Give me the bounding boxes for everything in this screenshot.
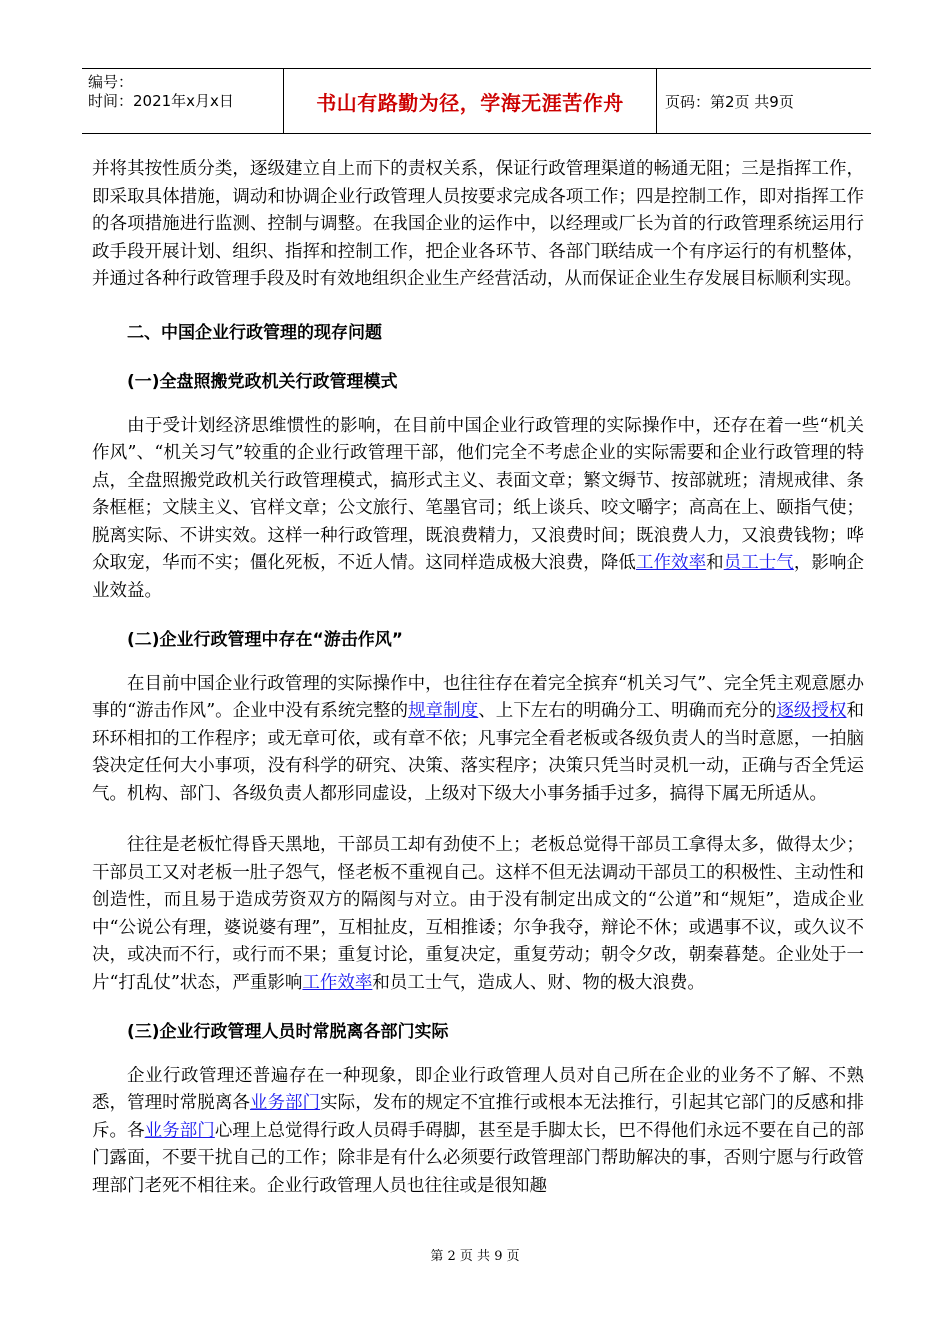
header-page-info: 页码：第2页 共9页 (665, 92, 794, 111)
subsection-heading: (一)全盘照搬党政机关行政管理模式 (127, 372, 398, 392)
subsection-heading: (二)企业行政管理中存在“游击作风” (127, 630, 403, 650)
body-paragraph: 并将其按性质分类，逐级建立自上而下的责权关系，保证行政管理渠道的畅通无阻；三是指挥工作，即采取具体措施，调动和协调企业行政管理人员按要求完成各项工作；四是控制工作，即对指挥工作的各项措施进行监测、控制与调整。在我国企业的运作中，以经理或厂长为首的行政管理系统运用行政手段开展计划、组织、指挥和控制工作，把企业各环节、各部门联结成一个有序运行的有机整体，并通过各种行政管理手段及时有效地组织企业生产经营活动，从而保证企业生存发展目标顺利实现。 (92, 159, 864, 289)
header-meta (82, 69, 284, 133)
page-header (82, 68, 871, 134)
paragraph-text: 和环环相扣的工作程序；或无章可依，或有章不依；凡事完全看老板或各级负责人的当时意愿，一拍脑袋决定任何大小事项，没有科学的研究、决策、落实程序；决策只凭当时灵机一动，正确与否全凭运气。机构、部门、各级负责人都形同虚设，上级对下级大小事务插手过多，搞得下属无所适从。 (92, 701, 865, 804)
link-rules-and-regulations[interactable]: 规章制度 (408, 701, 479, 721)
paragraph-text: 在目前中国企业行政管理的实际操作中，也往往存在着完全摈弃“机关习气”、完全凭主观意愿办事的“游击作风”。企业中没有系统完整的 (92, 673, 864, 721)
paragraph-text: 和 (706, 553, 724, 573)
header-motto: 书山有路勤为径，学海无涯苦作舟 (284, 69, 657, 133)
subsection-heading: (三)企业行政管理人员时常脱离各部门实际 (127, 1022, 449, 1042)
paragraph-text: 企业行政管理还普遍存在一种现象，即企业行政管理人员对自己所在企业的业务不了解、不熟悉，管理时常脱离各 (92, 1065, 864, 1113)
page-footer: 第 2 页 共 9 页 (430, 1249, 520, 1264)
paragraph-text: 心理上总觉得行政人员碍手碍脚，甚至是手脚太长，巴不得他们永远不要在自己的部门露面，不要干扰自己的工作；除非是有什么必须要行政管理部门帮助解决的事，否则宁愿与行政管理部门老死不相往来。企业行政管理人员也往往或是很知趣 (92, 1120, 864, 1196)
paragraph-text: 由于受计划经济思维惯性的影响，在目前中国企业行政管理的实际操作中，还存在着一些“机关作风”、“机关习气”较重的企业行政管理干部，他们完全不考虑企业的实际需要和企业行政管理的特点，全盘照搬党政机关行政管理模式，搞形式主义、表面文章；繁文缛节、按部就班；清规戒律、条条框框；文牍主义、官样文章；公文旅行、笔墨官司；纸上谈兵、咬文嚼字；高高在上、颐指气使；脱离实际、不讲实效。这样一种行政管理，既浪费精力，又浪费时间；既浪费人力，又浪费钱物；哗众取宠，华而不实；僵化死板，不近人情。这同样造成极大浪费，降低 (92, 415, 864, 573)
paragraph-text: 和员工士气，造成人、财、物的极大浪费。 (372, 972, 705, 993)
link-work-efficiency[interactable]: 工作效率 (635, 553, 707, 573)
document-number-label: 编号： (88, 73, 134, 91)
link-employee-morale[interactable]: 员工士气 (723, 553, 794, 573)
link-delegation[interactable]: 逐级授权 (776, 701, 847, 721)
document-time-label: 时间：2021年x月x日 (88, 92, 234, 110)
paragraph-text: ，影响企业效益。 (92, 553, 865, 601)
link-business-department[interactable]: 业务部门 (144, 1120, 215, 1141)
body-paragraph (92, 671, 864, 809)
document-body (92, 156, 864, 1200)
body-paragraph (92, 1063, 864, 1201)
link-work-efficiency[interactable]: 工作效率 (302, 972, 373, 993)
paragraph-text: 、上下左右的明确分工、明确而充分的 (478, 701, 777, 721)
paragraph-text: 实际，发布的规定不宜推行或根本无法推行，引起其它部门的反感和排斥。各 (92, 1093, 865, 1141)
paragraph-text: 往往是老板忙得昏天黑地，干部员工却有劲使不上；老板总觉得干部员工拿得太多，做得太少；干部员工又对老板一肚子怨气，怪老板不重视自己。这样不但无法调动干部员工的积极性、主动性和创造性，而且易于造成劳资双方的隔阂与对立。由于没有制定出成文的“公道”和“规矩”，造成企业中“公说公有理，婆说婆有理”，互相扯皮，互相推诿；尔争我夺，辩论不休；或遇事不议，或久议不决，或决而不行，或行而不果；重复讨论，重复决定，重复劳动；朝令夕改，朝秦暮楚。企业处于一片“打乱仗”状态，严重影响 (92, 835, 864, 993)
section-heading: 二、中国企业行政管理的现存问题 (127, 322, 382, 343)
body-paragraph (92, 832, 864, 997)
link-business-department[interactable]: 业务部门 (249, 1093, 321, 1113)
body-paragraph (92, 413, 864, 606)
